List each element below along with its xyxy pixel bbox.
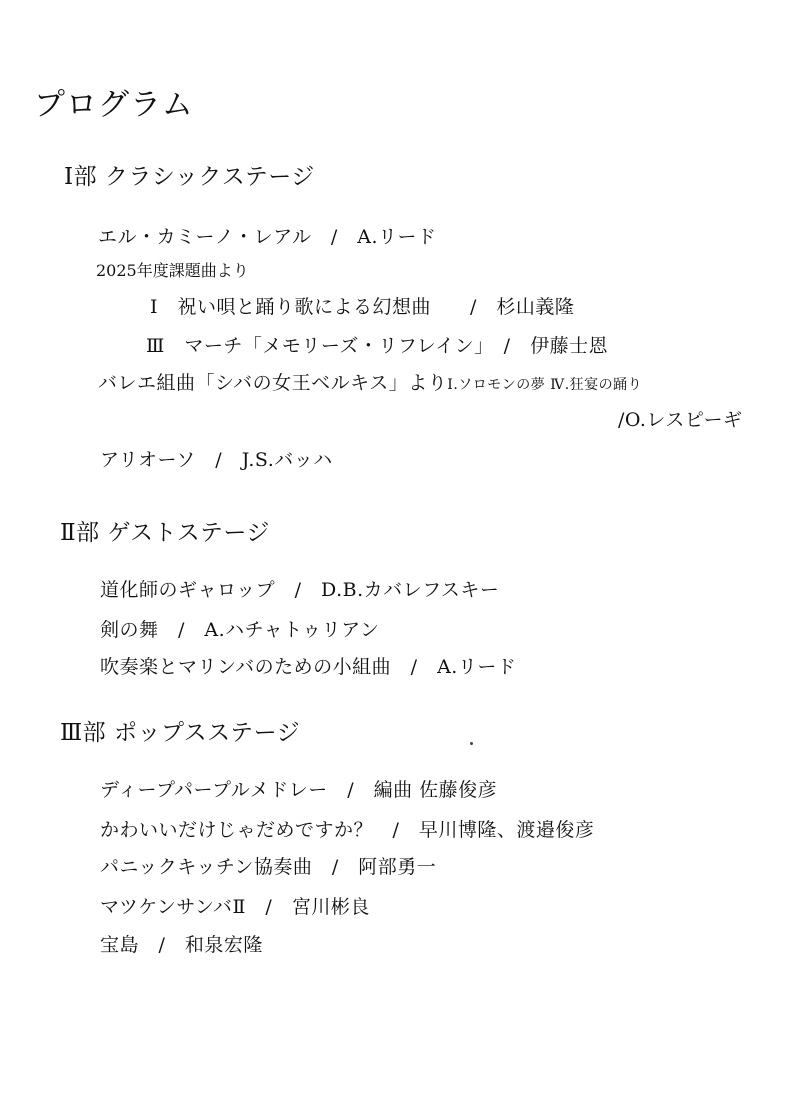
program-item-deep-purple-medley: ディープパープルメドレー / 編曲 佐藤俊彦 bbox=[100, 779, 498, 801]
page-title: プログラム bbox=[34, 87, 194, 123]
program-item-takarajima: 宝島 / 和泉宏隆 bbox=[100, 934, 263, 956]
part3-heading: Ⅲ部 ポップスステージ bbox=[60, 720, 301, 746]
program-item-comedians-galop: 道化師のギャロップ / D.B.カバレフスキー bbox=[100, 579, 500, 601]
program-item-arioso: アリオーソ / J.S.バッハ bbox=[100, 449, 333, 471]
program-item-belkis-composer: /O.レスピーギ bbox=[618, 409, 743, 431]
program-item-sabre-dance: 剣の舞 / A.ハチャトゥリアン bbox=[100, 619, 380, 641]
belkis-movements: Ⅰ.ソロモンの夢 Ⅳ.狂宴の踊り bbox=[447, 377, 643, 393]
part2-heading: Ⅱ部 ゲストステージ bbox=[60, 520, 270, 546]
program-item-belkis bbox=[98, 374, 642, 393]
program-subheading-test-pieces: 2025年度課題曲より bbox=[96, 261, 249, 280]
program-item-test-piece-3: Ⅲ マーチ「メモリーズ・リフレイン」 / 伊藤士恩 bbox=[146, 335, 609, 357]
program-item-test-piece-1: Ⅰ 祝い唄と踊り歌による幻想曲 / 杉山義隆 bbox=[150, 296, 575, 318]
part1-heading: Ⅰ部 クラシックステージ bbox=[64, 164, 315, 190]
program-item-panic-kitchen: パニックキッチン協奏曲 / 阿部勇一 bbox=[100, 856, 437, 878]
program-item-el-camino-real: エル・カミーノ・レアル / A.リード bbox=[98, 226, 437, 248]
scan-speck bbox=[470, 742, 473, 745]
belkis-title: バレエ組曲「シバの女王ベルキス」より bbox=[98, 372, 448, 394]
program-item-matsuken-samba: マツケンサンバⅡ / 宮川彬良 bbox=[100, 896, 370, 918]
program-item-kawaii-dake: かわいいだけじゃだめですか？ / 早川博隆、渡邉俊彦 bbox=[100, 819, 595, 841]
program-item-marimba-suite: 吹奏楽とマリンバのための小組曲 / A.リード bbox=[100, 656, 517, 678]
